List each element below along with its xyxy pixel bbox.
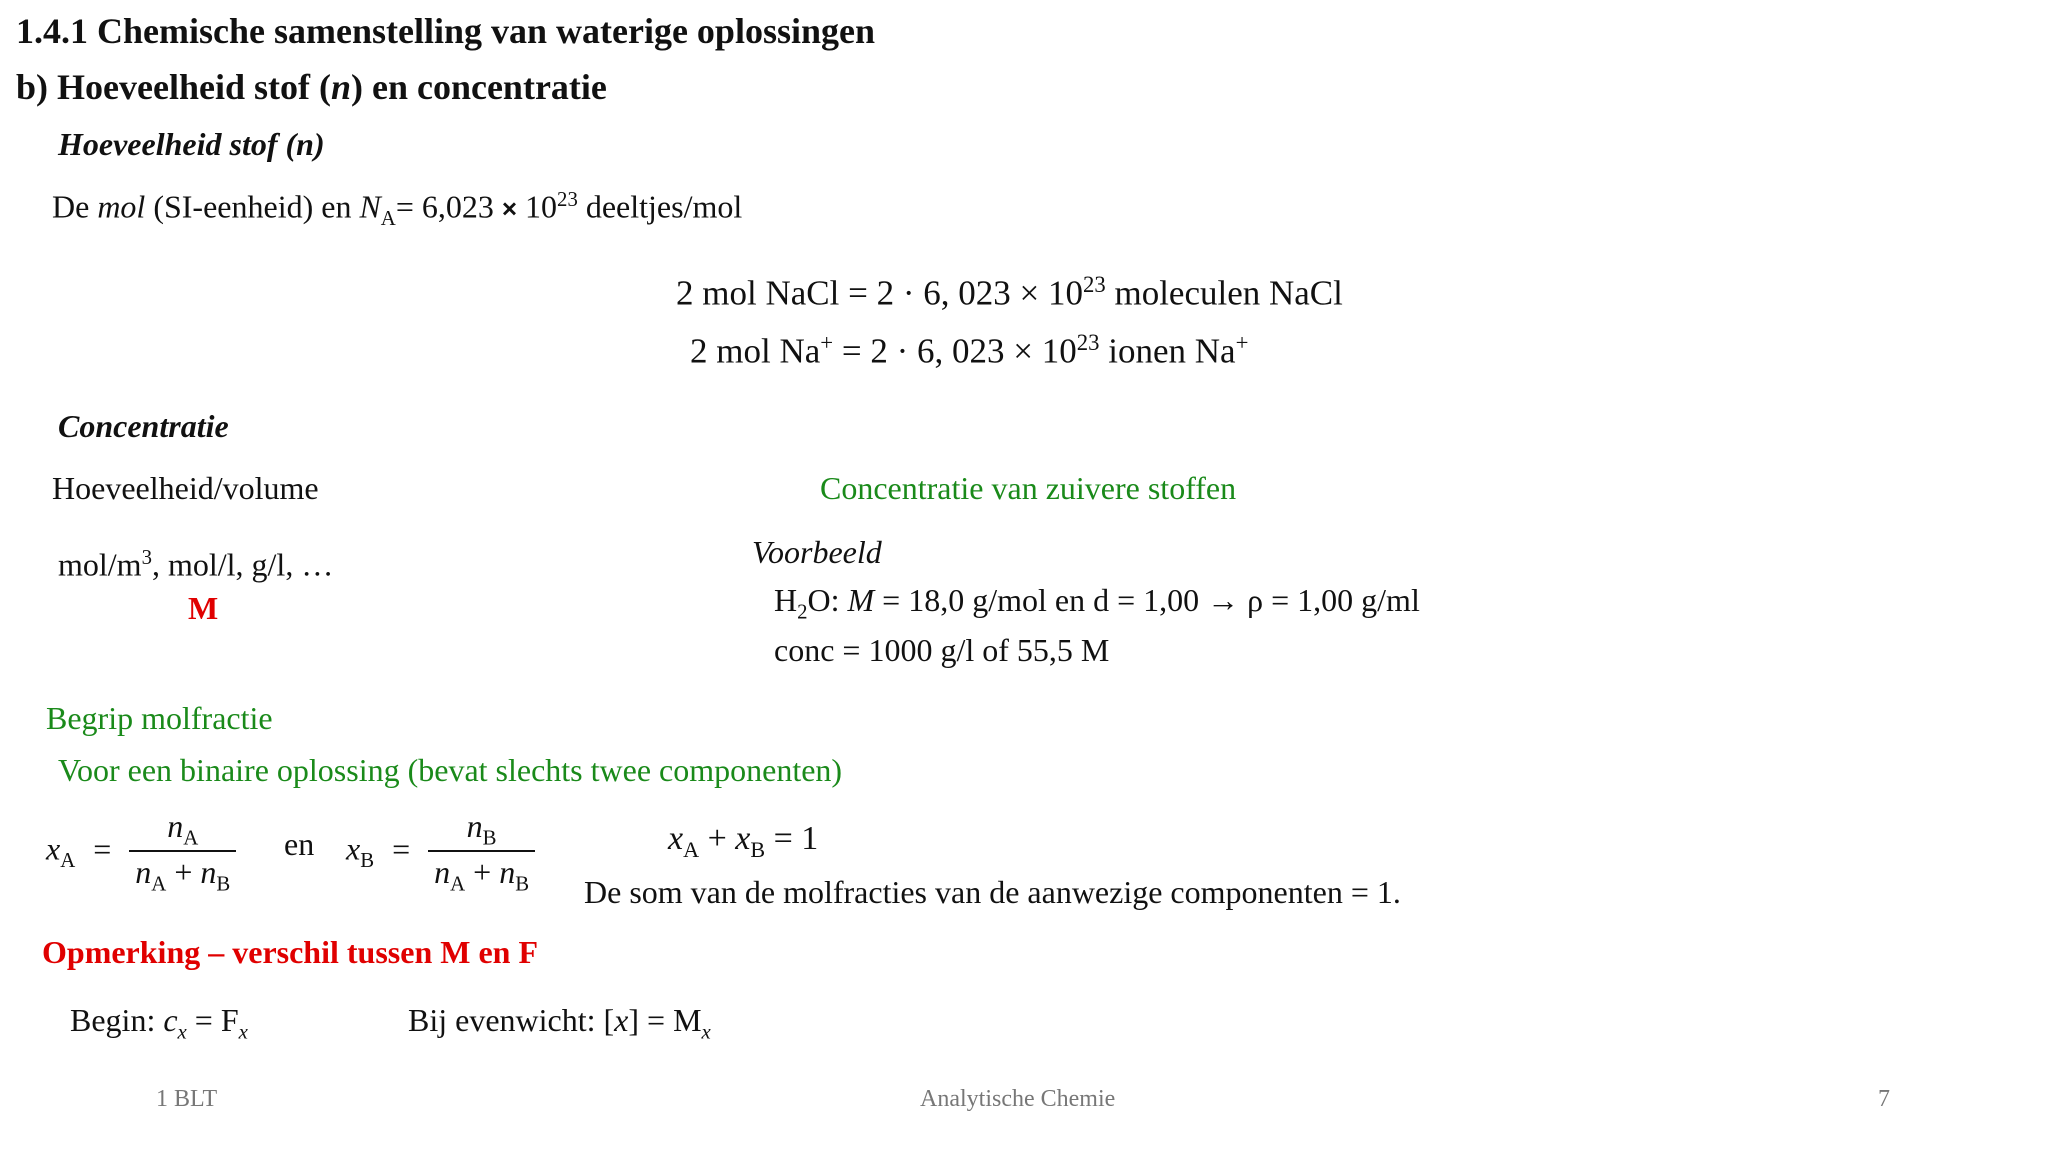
mol-exponent: 23 — [557, 188, 578, 211]
example-line-2: conc = 1000 g/l of 55,5 M — [774, 632, 1110, 668]
mol-word: mol — [97, 188, 146, 225]
xb-equals: = — [392, 830, 411, 867]
molfraction-title: Begrip molfractie — [46, 700, 273, 736]
equilibrium-equals-m: ] = M — [628, 1002, 702, 1038]
subtitle-suffix: ) en concentratie — [350, 67, 607, 107]
units-suffix: , mol/l, g/l, … — [151, 546, 334, 583]
times-symbol: × — [501, 193, 518, 224]
eq2-left: 2 mol Na — [690, 331, 821, 371]
mol-text-3: = 6,023 — [395, 188, 502, 225]
c-symbol: c — [163, 1002, 178, 1038]
sum-equals-one: = 1 — [773, 820, 819, 857]
f-subscript: x — [238, 1020, 248, 1044]
sum-xb-sub: B — [750, 836, 766, 862]
pure-substances-title: Concentratie van zuivere stoffen — [820, 470, 1237, 506]
molfraction-sum-equation — [668, 820, 818, 863]
begin-label: Begin: — [70, 1002, 164, 1038]
slide-title: 1.4.1 Chemische samenstelling van waterige oplossingen — [16, 11, 875, 51]
sum-plus: + — [707, 820, 727, 857]
na-symbol-den: n — [135, 854, 152, 891]
section-concentration-heading: Concentratie — [58, 408, 229, 444]
xb-denominator — [428, 850, 535, 896]
equilibrium-label: Bij evenwicht: [ — [408, 1002, 615, 1038]
xa-equals: = — [93, 830, 112, 867]
molfraction-formula-a — [46, 808, 236, 897]
avogadro-symbol: N — [359, 188, 381, 225]
eq2-mid: = 2 · 6, 023 × 10 — [833, 331, 1077, 371]
eq1-exponent: 23 — [1082, 272, 1106, 297]
xb-fraction — [428, 808, 535, 897]
binary-solution-text: Voor een binaire oplossing (bevat slechts twee componenten) — [58, 752, 843, 788]
slide-subtitle — [16, 66, 607, 108]
avogadro-subscript: A — [380, 207, 396, 231]
water-h: H — [774, 582, 798, 618]
mol-text-4: 10 — [517, 188, 558, 225]
plus-sign: + — [174, 854, 193, 891]
equation-na-ion — [690, 330, 1248, 372]
begin-formula — [70, 1002, 248, 1044]
sum-xa: x — [668, 820, 684, 857]
units-exponent: 3 — [141, 546, 152, 569]
subtitle-prefix: b) Hoeveelheid stof ( — [16, 67, 331, 107]
eq2-charge-2: + — [1235, 330, 1249, 355]
en-word: en — [284, 826, 315, 862]
na-subscript-den-b: A — [450, 872, 466, 896]
equation-nacl — [676, 272, 1343, 314]
molfraction-formula-b — [346, 808, 535, 897]
xa-numerator — [161, 808, 204, 850]
mol-text-5: deeltjes/mol — [577, 188, 743, 225]
footer-center: Analytische Chemie — [920, 1086, 1116, 1112]
xa-fraction — [129, 808, 236, 897]
sum-xb: x — [735, 820, 751, 857]
eq2-exponent: 23 — [1076, 330, 1100, 355]
molar-symbol: M — [188, 590, 219, 626]
xb-numerator — [461, 808, 503, 850]
nb-symbol-den: n — [200, 854, 217, 891]
xa-denominator — [129, 850, 236, 896]
sum-xa-sub: A — [683, 836, 700, 862]
example-line-1 — [774, 582, 1420, 624]
mol-text-2: (SI-eenheid) en — [145, 188, 360, 225]
begin-equals-f: = F — [186, 1002, 239, 1038]
na-subscript-den: A — [151, 872, 167, 896]
nb-subscript-den-b: B — [515, 872, 530, 896]
nb-subscript: B — [482, 826, 497, 850]
units-prefix: mol/m — [58, 546, 142, 583]
eq1-left: 2 mol NaCl = 2 · 6, 023 × 10 — [676, 273, 1083, 313]
eq2-right: ionen Na — [1099, 331, 1236, 371]
na-symbol: n — [167, 808, 184, 844]
nb-symbol-den-b: n — [499, 854, 516, 891]
molar-mass-symbol: M — [847, 582, 875, 618]
nb-symbol: n — [466, 808, 483, 844]
plus-sign-b: + — [473, 854, 492, 891]
sum-explanation: De som van de molfracties van de aanwezige componenten = 1. — [584, 874, 1401, 910]
page-number: 7 — [1878, 1086, 1890, 1112]
example-title: Voorbeeld — [752, 534, 882, 570]
x-symbol: x — [614, 1002, 629, 1038]
footer-left: 1 BLT — [156, 1086, 218, 1112]
section-amount-heading: Hoeveelheid stof (n) — [58, 126, 325, 162]
eq1-right: moleculen NaCl — [1105, 273, 1343, 313]
na-subscript: A — [183, 826, 199, 850]
na-symbol-den-b: n — [434, 854, 451, 891]
m-subscript: x — [701, 1020, 711, 1044]
example-line-1-rest: = 18,0 g/mol en d = 1,00 → ρ = 1,00 g/ml — [874, 582, 1420, 618]
mol-text-1: De — [52, 188, 98, 225]
subtitle-var: n — [330, 67, 351, 107]
nb-subscript-den: B — [216, 872, 231, 896]
equilibrium-formula — [408, 1002, 711, 1044]
c-subscript: x — [177, 1020, 187, 1044]
mol-definition-line — [52, 188, 742, 231]
water-h-subscript: 2 — [797, 600, 808, 624]
xb-subscript: B — [360, 849, 375, 873]
xa-subscript: A — [60, 849, 76, 873]
water-o: O: — [807, 582, 848, 618]
xb-symbol: x — [346, 830, 361, 867]
amount-volume-text: Hoeveelheid/volume — [52, 470, 319, 506]
remark-heading: Opmerking – verschil tussen M en F — [42, 934, 538, 970]
eq2-charge: + — [820, 330, 834, 355]
units-text — [58, 546, 333, 584]
xa-symbol: x — [46, 830, 61, 867]
